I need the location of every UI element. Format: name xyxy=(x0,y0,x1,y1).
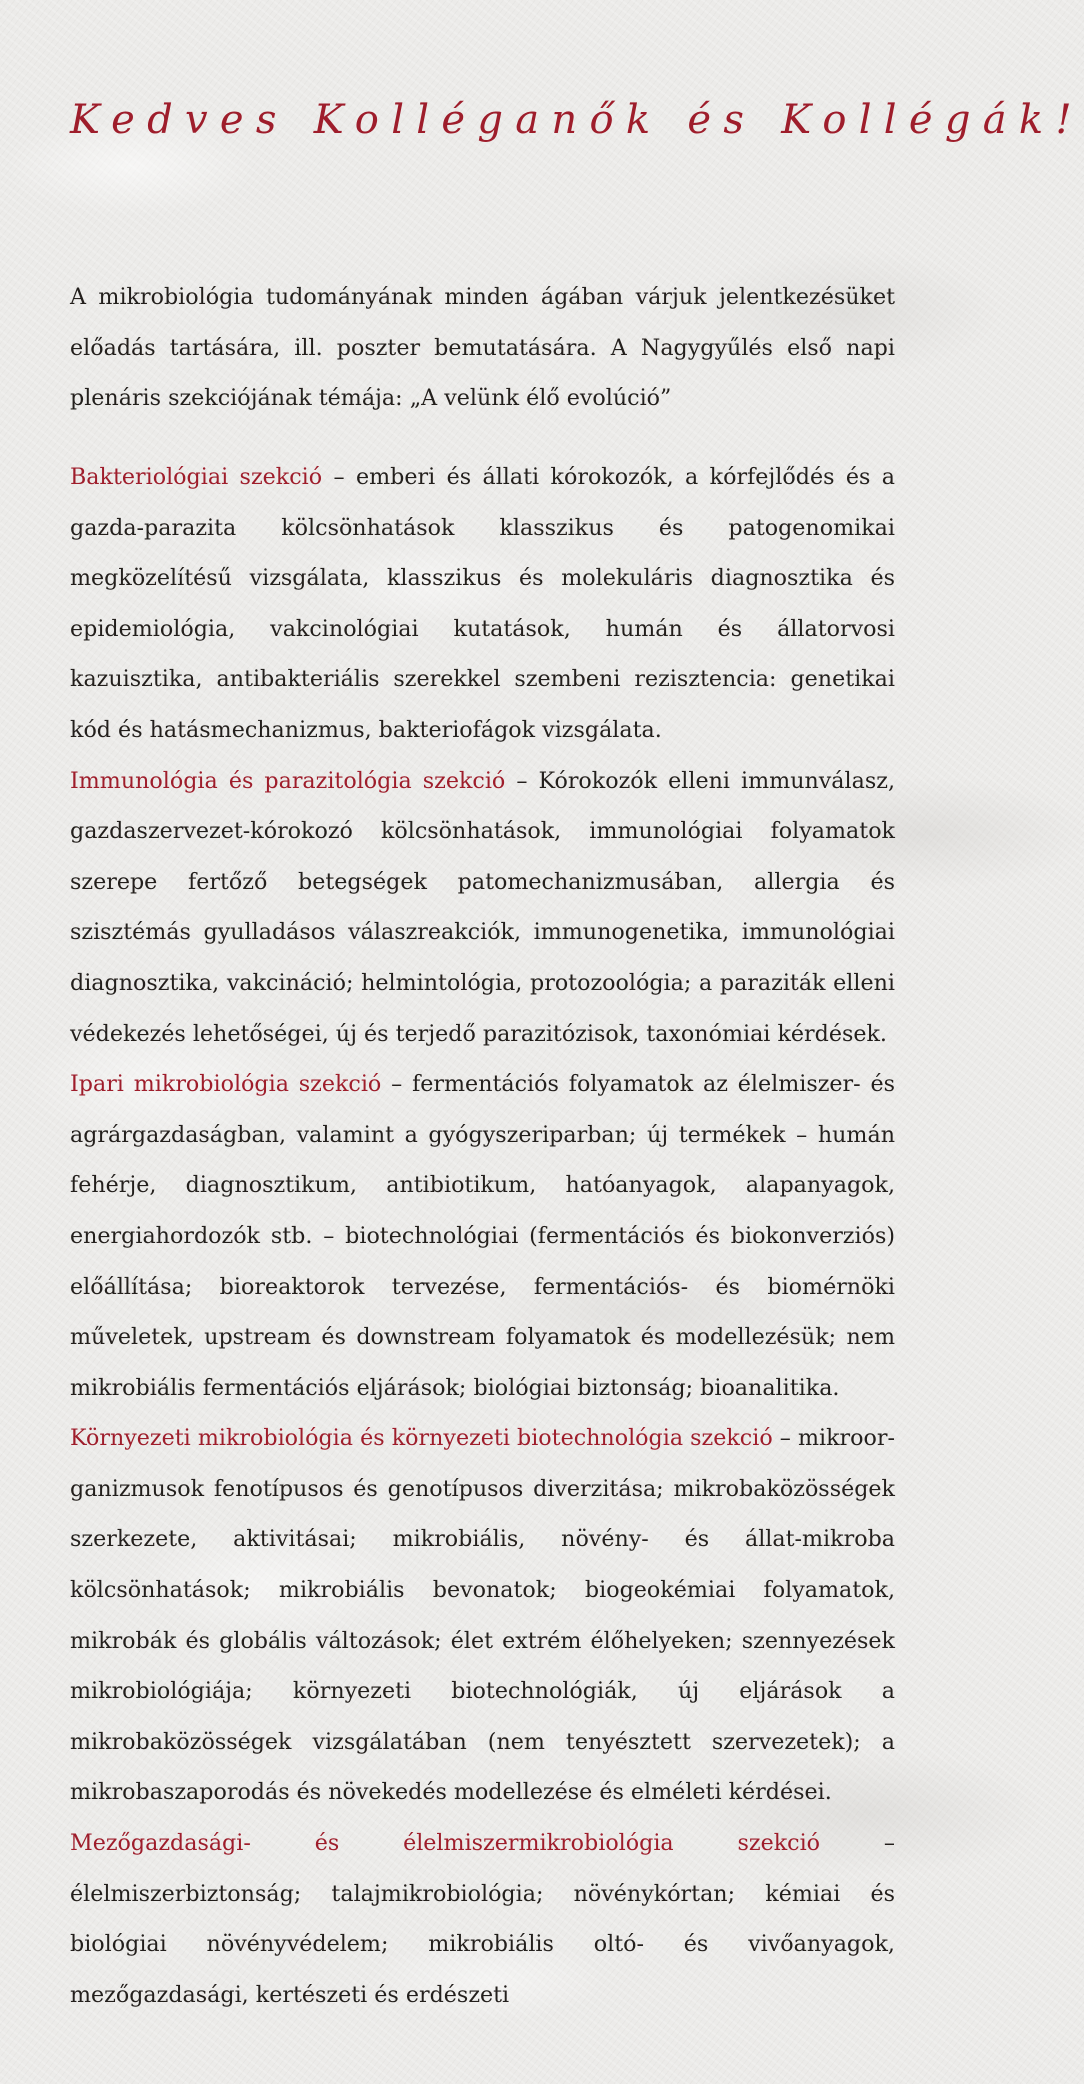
section-agricultural-food-microbiology xyxy=(70,1818,895,2020)
section-title: Mezőgazdasági- és élelmiszermikrobiológia szekció xyxy=(70,1830,821,1857)
section-title: Bakteriológiai szekció xyxy=(70,464,323,490)
section-body: – fermentációs folyamatok az élelmiszer- és agrárgazdaságban, valamint a gyógyszeriparban; új termékek – humán fehérje, diagnosztikum, antibiotikum, hatóanyagok, alapanyagok, energiahordozók stb. – biotechnológiai (fermentációs és biokonverziós) előállítása; bioreaktorok tervezése, fermentációs- és biomérnöki műveletek, upstream és downstream folyamatok és modellezésük; nem mikrobiális fermentációs eljárások; biológiai biztonság; bioanalitika. xyxy=(70,1071,895,1401)
section-list xyxy=(70,452,895,2020)
intro-paragraph: A mikrobiológia tudományának minden ágában várjuk jelentkezésüket előadás tartására, ill. poszter bemutatására. A Nagygyűlés első napi plenáris szekciójának témája: „A velünk élő evolúció” xyxy=(70,284,895,412)
section-title: Immunológia és parazitológia szekció xyxy=(70,767,506,794)
section-body: – emberi és állati kórokozók, a kórfejlődés és a gazda-parazita kölcsönhatások klasszikus és patogenomikai megközelítésű vizsgálata, klasszikus és molekuláris diagnosztika és epidemiológia, vakcinológiai kutatások, humán és állatorvosi kazuisztika, antibakteriális szerekkel szembeni rezisztencia: genetikai kód és hatásmechanizmus, bakteriofágok vizsgálata. xyxy=(70,464,896,743)
section-title: Ipari mikrobiológia szekció xyxy=(70,1071,382,1098)
section-environmental-microbiology xyxy=(70,1413,895,1818)
section-industrial-microbiology xyxy=(70,1059,895,1413)
section-body: – élelmiszerbiztonság; talajmikrobiológia; növénykórtan; kémiai és biológiai növényvédelem; mikrobiális oltó- és vivőanyagok, mezőgazdasági, kertészeti és erdészeti xyxy=(70,1830,895,2008)
greeting-title: Kedves Kolléganők és Kollégák! xyxy=(70,97,1084,143)
section-body: – mikroorganizmusok fenotípusos és genotípusos diverzitása; mikrobaközösségek szerkezete, aktivitásai; mikrobiális, növény- és állat-mikroba kölcsönhatások; mikrobiális bevonatok; biogeokémiai folyamatok, mikrobák és globális változások; élet extrém élőhelyeken; szennyezések mikrobiológiája; környezeti biotechnológiák, új eljárások a mikrobaközösségek vizsgálatában (nem tenyésztett szervezetek); a mikrobaszaporodás és növekedés modellezése és elméleti kérdései. xyxy=(70,1425,895,1806)
section-body: – Kórokozók elleni immunválasz, gazdaszervezet-kórokozó kölcsönhatások, immunológiai folyamatok szerepe fertőző betegségek patomechanizmusában, allergia és szisztémás gyulladásos válaszreakciók, immunogenetika, immunológiai diagnosztika, vakcináció; helmintológia, protozoológia; a paraziták elleni védekezés lehetőségei, új és terjedő parazitózisok, taxonómiai kérdések. xyxy=(70,767,895,1047)
section-title: Környezeti mikrobiológia és környezeti biotechnológia szekció xyxy=(70,1425,773,1452)
section-immunology-parasitology xyxy=(70,756,895,1060)
section-bacteriology xyxy=(70,452,895,756)
